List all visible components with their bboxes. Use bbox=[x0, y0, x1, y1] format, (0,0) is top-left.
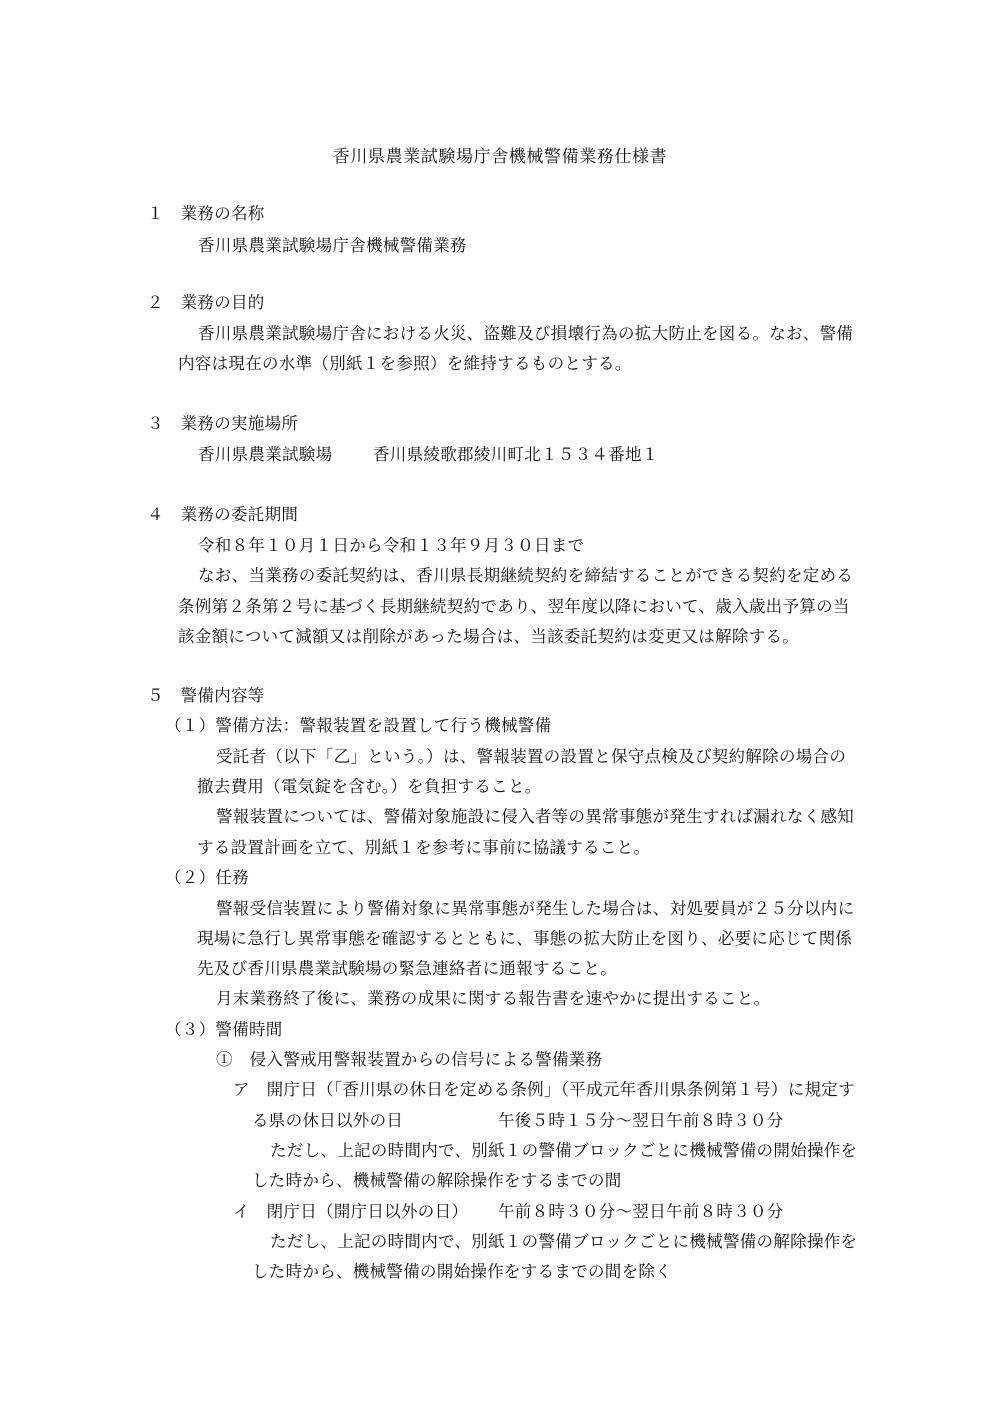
section-2-heading: ２ 業務の目的 bbox=[147, 293, 265, 312]
section-4-line-1: なお、当業務の委託契約は、香川県長期継続契約を締結することができる契約を定める bbox=[198, 566, 854, 585]
section-5-2-line-1: 警報受信装置により警備対象に異常事態が発生した場合は、対処要員が２５分以内に bbox=[216, 899, 855, 918]
section-5-1-line-3: 警報装置については、警備対象施設に侵入者等の異常事態が発生すれば漏れなく感知 bbox=[216, 807, 855, 826]
section-5-3-heading: （３）警備時間 bbox=[165, 1020, 283, 1039]
section-2-line-2: 内容は現在の水準（別紙１を参照）を維持するものとする。 bbox=[178, 354, 632, 373]
section-5-3-b-time: 午前８時３０分～翌日午前８時３０分 bbox=[498, 1202, 784, 1221]
section-3-heading: ３ 業務の実施場所 bbox=[147, 414, 299, 433]
document-title: 香川県農業試験場庁舎機械警備業務仕様書 bbox=[332, 147, 668, 167]
section-3-address: 香川県綾歌郡綾川町北１５３４番地１ bbox=[373, 445, 659, 464]
section-5-3-b-line-3: した時から、機械警備の開始操作をするまでの間を除く bbox=[252, 1262, 672, 1281]
section-5-3-a-line-3: ただし、上記の時間内で、別紙１の警備ブロックごとに機械警備の開始操作を bbox=[270, 1141, 858, 1160]
section-5-2-line-3: 先及び香川県農業試験場の緊急連絡者に通報すること。 bbox=[197, 959, 617, 978]
section-5-3-a-time: 午後５時１５分～翌日午前８時３０分 bbox=[498, 1111, 784, 1130]
section-5-3-a-line-4: した時から、機械警備の解除操作をするまでの間 bbox=[252, 1171, 622, 1190]
section-5-3-item-1: ① 侵入警戒用警報装置からの信号による警備業務 bbox=[216, 1050, 603, 1069]
section-1-body: 香川県農業試験場庁舎機械警備業務 bbox=[198, 236, 467, 255]
section-5-heading: ５ 警備内容等 bbox=[147, 686, 265, 705]
section-5-3-b-line-1: イ 閉庁日（開庁日以外の日） bbox=[233, 1202, 469, 1221]
section-4-period: 令和８年１０月１日から令和１３年９月３０日まで bbox=[198, 536, 585, 555]
section-5-1-line-4: する設置計画を立て、別紙１を参考に事前に協議すること。 bbox=[197, 838, 651, 857]
section-5-2-line-4: 月末業務終了後に、業務の成果に関する報告書を速やかに提出すること。 bbox=[216, 989, 771, 1008]
section-5-1-line-2: 撤去費用（電気錠を含む。）を負担すること。 bbox=[197, 777, 542, 796]
section-3-place: 香川県農業試験場 bbox=[198, 445, 333, 464]
section-5-1-heading: （１）警備方法：警報装置を設置して行う機械警備 bbox=[165, 716, 552, 735]
section-1-heading: １ 業務の名称 bbox=[147, 204, 265, 223]
section-5-2-line-2: 現場に急行し異常事態を確認するとともに、事態の拡大防止を図り、必要に応じて関係 bbox=[197, 929, 853, 948]
section-4-line-3: 該金額について減額又は削除があった場合は、当該委託契約は変更又は解除する。 bbox=[178, 627, 800, 646]
section-4-heading: ４ 業務の委託期間 bbox=[147, 505, 299, 524]
section-5-3-a-line-1: ア 開庁日（「香川県の休日を定める条例」（平成元年香川県条例第１号）に規定す bbox=[233, 1080, 855, 1099]
section-5-2-heading: （２）任務 bbox=[165, 868, 249, 887]
section-5-3-b-line-2: ただし、上記の時間内で、別紙１の警備ブロックごとに機械警備の解除操作を bbox=[270, 1232, 858, 1251]
section-2-line-1: 香川県農業試験場庁舎における火災、盗難及び損壊行為の拡大防止を図る。なお、警備 bbox=[198, 324, 854, 343]
section-4-line-2: 条例第２条第２号に基づく長期継続契約であり、翌年度以降において、歳入歳出予算の当 bbox=[178, 597, 850, 616]
section-5-1-line-1: 受託者（以下「乙」という。）は、警報装置の設置と保守点検及び契約解除の場合の bbox=[216, 747, 847, 766]
section-5-3-a-line-2: る県の休日以外の日 bbox=[252, 1111, 404, 1130]
